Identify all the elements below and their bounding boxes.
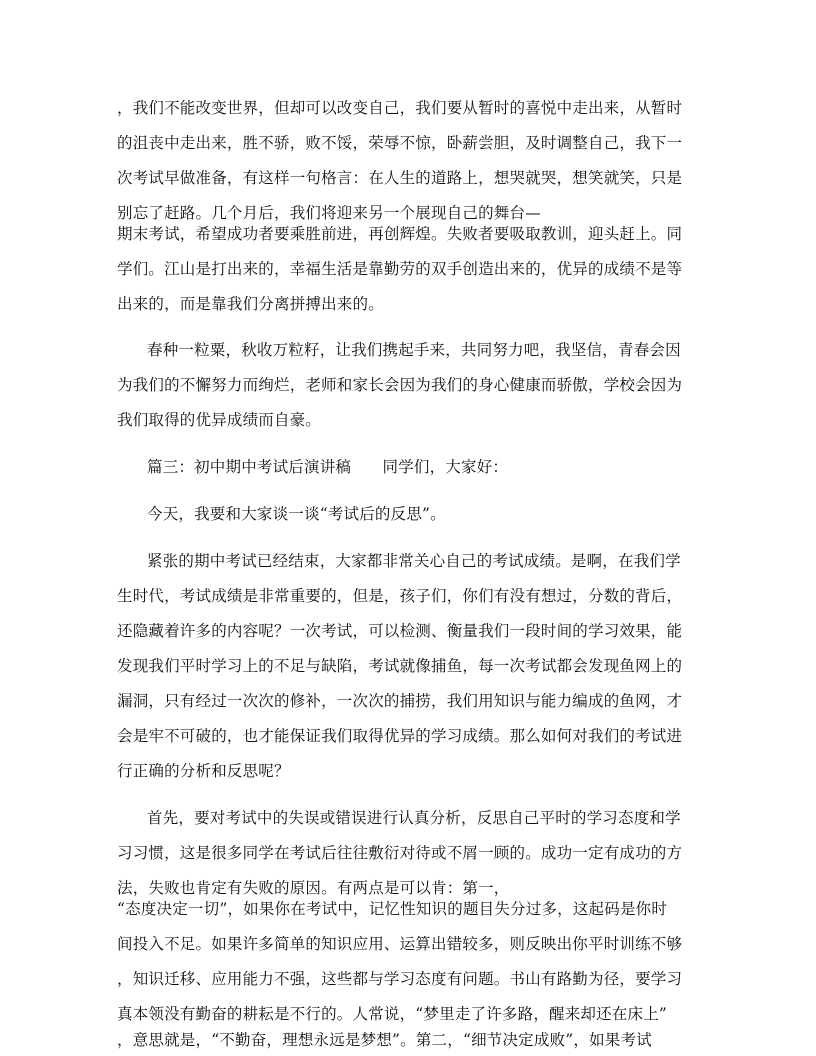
text-line: 习习惯，这是很多同学在考试后往往敷衍对待或不屑一顾的。成功一定有成功的方 — [117, 844, 683, 862]
text-line: 春种一粒粟，秋收万粒籽，让我们携起手来，共同努力吧，我坚信，青春会因 — [147, 341, 681, 359]
text-line: 的沮丧中走出来，胜不骄，败不馁，荣辱不惊，卧薪尝胆，及时调整自己，我下一 — [117, 134, 683, 152]
text-line: 期末考试，希望成功者要乘胜前进，再创辉煌。失败者要吸取教训，迎头赶上。同 — [117, 225, 683, 243]
text-line: 别忘了赶路。几个月后，我们将迎来另一个展现自己的舞台— — [117, 204, 541, 222]
text-line: 生时代，考试成绩是非常重要的，但是，孩子们，你们有没有想过，分数的背后， — [117, 587, 683, 605]
text-line: 今天，我要和大家谈一谈“考试后的反思”。 — [147, 505, 446, 523]
section-heading: 篇三：初中期中考试后演讲稿 同学们，大家好： — [147, 458, 509, 476]
text-line: 行正确的分析和反思呢？ — [117, 762, 290, 780]
text-line: 学们。江山是打出来的，幸福生活是靠勤劳的双手创造出来的，优异的成绩不是等 — [117, 260, 683, 278]
text-line: ，知识迁移、应用能力不强，这些都与学习态度有问题。书山有路勤为径，要学习 — [117, 970, 683, 988]
text-line: 还隐藏着许多的内容呢？一次考试，可以检测、衡量我们一段时间的学习效果，能 — [117, 622, 683, 640]
text-line: 真本领没有勤奋的耕耘是不行的。人常说，“梦里走了许多路，醒来却还在床上” — [117, 1005, 668, 1023]
text-line: 紧张的期中考试已经结束，大家都非常关心自己的考试成绩。是啊，在我们学 — [147, 552, 681, 570]
text-line: 漏洞，只有经过一次次的修补，一次次的捕捞，我们用知识与能力编成的鱼网，才 — [117, 692, 683, 710]
text-line: ，意思就是，“不勤奋，理想永远是梦想”。第二，“细节决定成败”，如果考试 — [117, 1031, 652, 1049]
text-line: 我们取得的优异成绩而自豪。 — [117, 411, 322, 429]
text-line: 首先，要对考试中的失误或错误进行认真分析，反思自己平时的学习态度和学 — [147, 809, 681, 827]
text-line: 为我们的不懈努力而绚烂，老师和家长会因为我们的身心健康而骄傲，学校会因为 — [117, 376, 683, 394]
text-line: 出来的，而是靠我们分离拼搏出来的。 — [117, 295, 384, 313]
text-line: ，我们不能改变世界，但却可以改变自己，我们要从暂时的喜悦中走出来，从暂时 — [117, 99, 683, 117]
text-line: “态度决定一切”，如果你在考试中，记忆性知识的题目失分过多，这起码是你时 — [117, 900, 668, 918]
text-line: 法，失败也肯定有失败的原因。有两点是可以肯：第一， — [117, 879, 510, 897]
text-line: 次考试早做准备，有这样一句格言：在人生的道路上，想哭就哭，想笑就笑，只是 — [117, 169, 683, 187]
text-line: 间投入不足。如果许多简单的知识应用、运算出错较多，则反映出你平时训练不够 — [117, 935, 683, 953]
text-line: 会是牢不可破的，也才能保证我们取得优异的学习成绩。那么如何对我们的考试进 — [117, 727, 683, 745]
text-line: 发现我们平时学习上的不足与缺陷，考试就像捕鱼，每一次考试都会发现鱼网上的 — [117, 657, 683, 675]
